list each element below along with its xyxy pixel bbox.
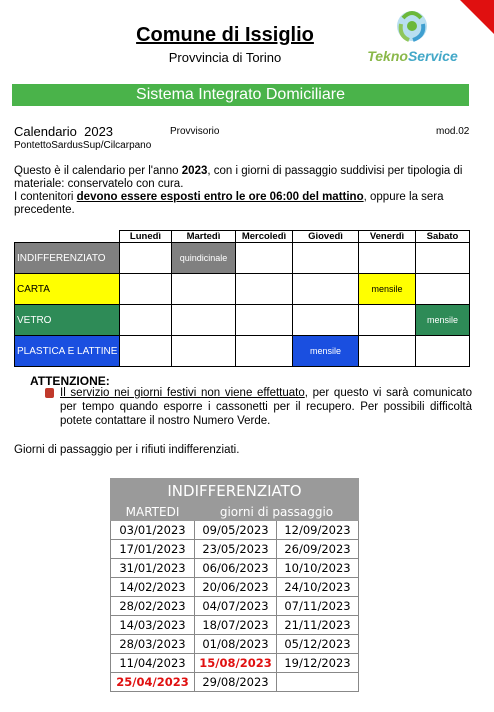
schedule-cell: quindicinale (172, 243, 236, 274)
date-cell: 12/09/2023 (277, 521, 359, 540)
intro-text: Questo è il calendario per l'anno 2023, con i giorni di passaggio suddivisi per tipologia di materiale: conservatelo con cura. I contenitori devono essere esposti entro le ore 06:00 del mattino, oppure la sera precedente. (14, 165, 463, 216)
date-cell: 31/01/2023 (111, 559, 195, 578)
calendar-area: PontettoSardusSup/Cilcarpano (14, 140, 152, 151)
table-row (15, 305, 470, 336)
table-row (15, 336, 470, 367)
category-plastica-lattine: PLASTICA E LATTINE (15, 336, 120, 367)
category-carta: CARTA (15, 274, 120, 305)
logo-text: TeknoService (367, 48, 458, 64)
category-vetro: VETRO (15, 305, 120, 336)
schedule-cell: mensile (416, 305, 470, 336)
date-cell: 25/04/2023 (111, 673, 195, 692)
schedule-cell (416, 336, 470, 367)
date-cell: 17/01/2023 (111, 540, 195, 559)
day-header: Martedì (172, 231, 236, 243)
date-cell: 23/05/2023 (195, 540, 277, 559)
date-cell: 24/10/2023 (277, 578, 359, 597)
schedule-cell (172, 274, 236, 305)
date-cell: 29/08/2023 (195, 673, 277, 692)
date-cell: 15/08/2023 (195, 654, 277, 673)
date-cell: 10/10/2023 (277, 559, 359, 578)
date-cell: 19/12/2023 (277, 654, 359, 673)
date-cell: 28/03/2023 (111, 635, 195, 654)
schedule-cell (236, 274, 293, 305)
schedule-cell (416, 243, 470, 274)
date-cell: 11/04/2023 (111, 654, 195, 673)
page-subtitle: Provvincia di Torino (168, 50, 282, 65)
teknoservice-logo (355, 4, 470, 66)
schedule-cell (416, 274, 470, 305)
calendar-mod: mod.02 (436, 126, 470, 137)
schedule-cell (293, 243, 359, 274)
date-cell: 01/08/2023 (195, 635, 277, 654)
dates-col-header: MARTEDI (111, 503, 195, 521)
table-row (111, 597, 359, 616)
table-row (15, 243, 470, 274)
schedule-cell (293, 305, 359, 336)
schedule-cell (359, 336, 416, 367)
date-cell: 28/02/2023 (111, 597, 195, 616)
schedule-cell: mensile (293, 336, 359, 367)
table-row (111, 559, 359, 578)
date-cell: 14/02/2023 (111, 578, 195, 597)
table-row (111, 616, 359, 635)
page-title: Comune di Issiglio (136, 24, 314, 46)
bullet-icon (45, 388, 54, 398)
table-row (111, 578, 359, 597)
date-cell: 14/03/2023 (111, 616, 195, 635)
date-cell: 26/09/2023 (277, 540, 359, 559)
schedule-cell (236, 243, 293, 274)
day-header: Mercoledì (236, 231, 293, 243)
table-row (111, 540, 359, 559)
recycle-globe-icon (355, 4, 470, 50)
day-header: Giovedì (293, 231, 359, 243)
day-header: Venerdì (359, 231, 416, 243)
table-row (111, 654, 359, 673)
date-cell: 07/11/2023 (277, 597, 359, 616)
table-corner (15, 231, 120, 243)
table-row (111, 521, 359, 540)
date-cell: 21/11/2023 (277, 616, 359, 635)
indifferenziato-dates-table (110, 478, 359, 692)
schedule-cell (359, 305, 416, 336)
date-cell: 06/06/2023 (195, 559, 277, 578)
table-row (15, 274, 470, 305)
day-header: Lunedì (120, 231, 172, 243)
calendar-title: Calendario 2023 (14, 124, 114, 139)
table-row (111, 673, 359, 692)
date-cell: 20/06/2023 (195, 578, 277, 597)
schedule-cell (236, 305, 293, 336)
category-indifferenziato: INDIFFERENZIATO (15, 243, 120, 274)
date-cell: 18/07/2023 (195, 616, 277, 635)
dates-table-title: INDIFFERENZIATO (111, 479, 359, 503)
date-cell: 09/05/2023 (195, 521, 277, 540)
schedule-cell: mensile (359, 274, 416, 305)
schedule-cell (236, 336, 293, 367)
schedule-cell (172, 336, 236, 367)
dates-col-header: giorni di passaggio (195, 503, 359, 521)
schedule-cell (120, 274, 172, 305)
day-header: Sabato (416, 231, 470, 243)
date-cell: 04/07/2023 (195, 597, 277, 616)
schedule-cell (120, 243, 172, 274)
date-cell: 03/01/2023 (111, 521, 195, 540)
schedule-cell (120, 336, 172, 367)
schedule-cell (359, 243, 416, 274)
date-cell (277, 673, 359, 692)
calendar-status: Provvisorio (170, 126, 220, 137)
weekly-schedule-table (14, 230, 470, 367)
section-banner: Sistema Integrato Domiciliare (12, 84, 469, 106)
schedule-cell (120, 305, 172, 336)
schedule-cell (293, 274, 359, 305)
attention-text: Il servizio nei giorni festivi non viene effettuato, per questo vi sarà comunicato per tempo quando esporre i cassonetti per il recupero. Per possibili difficoltà potete contattare il nostro Numero Verde. (60, 387, 472, 427)
date-cell: 05/12/2023 (277, 635, 359, 654)
attention-title: ATTENZIONE: (30, 374, 110, 388)
dates-caption: Giorni di passaggio per i rifiuti indifferenziati. (14, 444, 240, 456)
table-row (111, 635, 359, 654)
schedule-cell (172, 305, 236, 336)
